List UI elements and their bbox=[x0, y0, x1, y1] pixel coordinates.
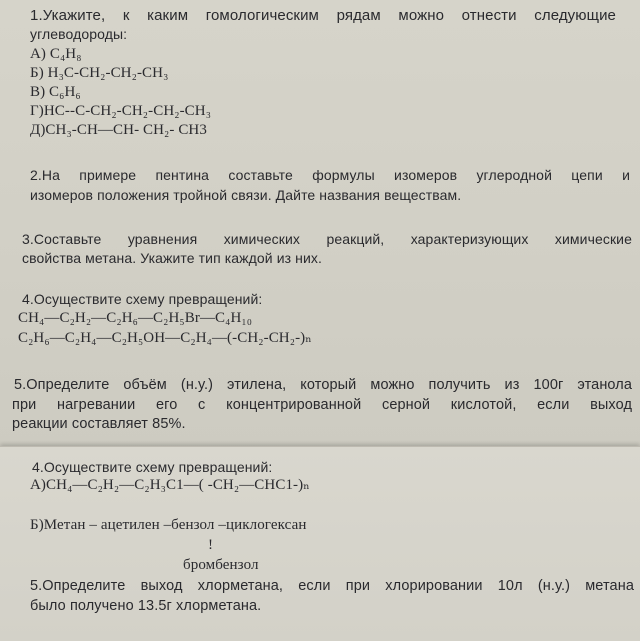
question-1-line-2: углеводороды: bbox=[30, 26, 128, 42]
question-3-line-2: свойства метана. Укажите тип каждой из них. bbox=[22, 250, 322, 266]
question-1-option-b: Б) H₃C-CH₂-CH₂-CH₃ bbox=[30, 65, 169, 81]
question-5-line-3: реакции составляет 85%. bbox=[12, 416, 186, 432]
lower-question-5-line-1: 5.Определите выход хлорметана, если при хлорировании 10л (н.у.) метана bbox=[30, 578, 634, 594]
question-1-line-1: 1.Укажите, к каким гомологическим рядам можно отнести следующие bbox=[30, 7, 616, 24]
lower-worksheet bbox=[0, 446, 640, 641]
lower-question-4-scheme-a: А)CH₄—C₂H₂—C₂H₃C1—( -CH₂—CHC1-)ₙ bbox=[30, 477, 310, 493]
lower-question-4-bromobenzene: бромбензол bbox=[183, 557, 259, 573]
question-1-option-a: А) C₄H₈ bbox=[30, 46, 82, 62]
question-2-line-2: изомеров положения тройной связи. Дайте названия веществам. bbox=[30, 187, 462, 203]
question-5-line-1: 5.Определите объём (н.у.) этилена, который можно получить из 100г этанола bbox=[14, 377, 632, 393]
lower-question-4-arrow: ! bbox=[208, 537, 214, 553]
question-1-option-d: Г)HC--C-CH₂-CH₂-CH₂-CH₃ bbox=[30, 103, 212, 119]
lower-question-4-title: 4.Осуществите схему превращений: bbox=[32, 459, 273, 475]
lower-question-4-scheme-b: Б)Метан – ацетилен –бензол –циклогексан bbox=[30, 517, 307, 533]
question-1-option-e: Д)CH₃-CH—CH- CH₂- CH3 bbox=[30, 122, 207, 138]
question-5-line-2: при нагревании его с концентрированной серной кислотой, если выход bbox=[12, 397, 632, 413]
question-4-scheme-1: CH₄—C₂H₂—C₂H₆—C₂H₅Br—C₄H₁₀ bbox=[18, 310, 253, 326]
question-4-title: 4.Осуществите схему превращений: bbox=[22, 291, 263, 307]
question-4-scheme-2: C₂H₆—C₂H₄—C₂H₅OH—C₂H₄—(-CH₂-CH₂-)ₙ bbox=[18, 330, 312, 346]
question-1-option-c: В) C₆H₆ bbox=[30, 84, 81, 100]
question-2-line-1: 2.На примере пентина составьте формулы изомеров углеродной цепи и bbox=[30, 167, 630, 183]
lower-question-5-line-2: было получено 13.5г хлорметана. bbox=[30, 598, 262, 614]
question-3-line-1: 3.Составьте уравнения химических реакций, характеризующих химические bbox=[22, 231, 632, 247]
